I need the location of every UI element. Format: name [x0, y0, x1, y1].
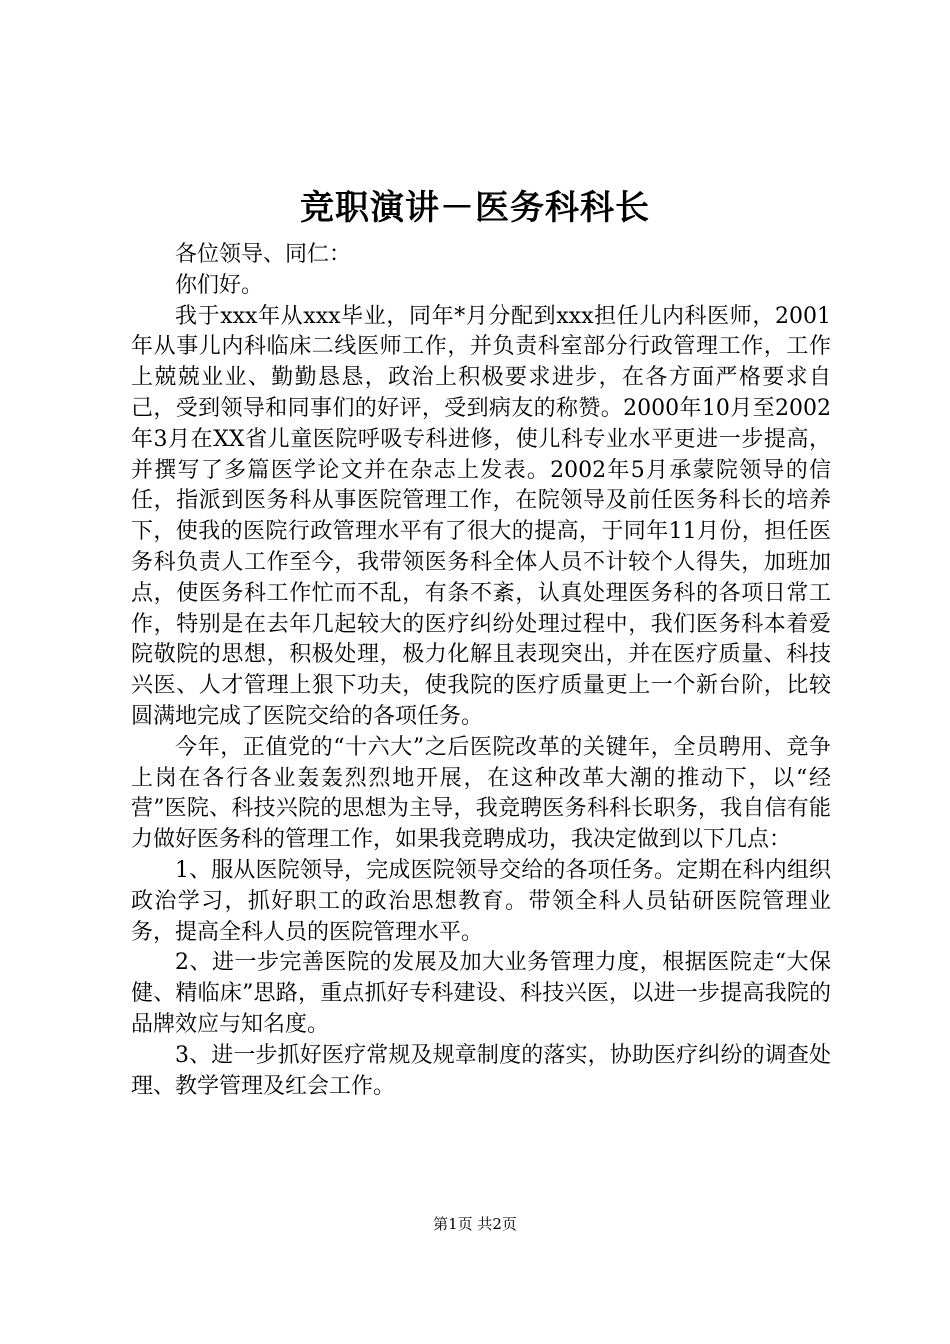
document-body	[131, 240, 831, 1102]
list-paragraph: 1、服从医院领导，完成医院领导交给的各项任务。定期在科内组织政治学习，抓好职工的政治思想教育。带领全科人员钻研医院管理业务，提高全科人员的医院管理水平。	[131, 857, 831, 945]
body-paragraph: 我于xxx年从xxx毕业，同年*月分配到xxx担任儿内科医师，2001年从事儿内科临床二线医师工作，并负责科室部分行政管理工作，工作上兢兢业业、勤勤恳恳，政治上积极要求进步，在各方面严格要求自己，受到领导和同事们的好评，受到病友的称赞。2000年10月至2002年3月在XX省儿童医院呼吸专科进修，使儿科专业水平更进一步提高，并撰写了多篇医学论文并在杂志上发表。2002年5月承蒙院领导的信任，指派到医务科从事医院管理工作，在院领导及前任医务科长的培养下，使我的医院行政管理水平有了很大的提高，于同年11月份，担任医务科负责人工作至今，我带领医务科全体人员不计较个人得失，加班加点，使医务科工作忙而不乱，有条不紊，认真处理医务科的各项日常工作，特别是在去年几起较大的医疗纠纷处理过程中，我们医务科本着爱院敬院的思想，积极处理，极力化解且表现突出，并在医疗质量、科技兴医、人才管理上狠下功夫，使我院的医疗质量更上一个新台阶，比较圆满地完成了医院交给的各项任务。	[131, 303, 831, 729]
page-footer: 第1页 共2页	[433, 1215, 517, 1233]
list-paragraph: 3、进一步抓好医疗常规及规章制度的落实，协助医疗纠纷的调查处理、教学管理及红会工作。	[131, 1042, 831, 1099]
list-paragraph: 2、进一步完善医院的发展及加大业务管理力度，根据医院走“大保健、精临床”思路，重点抓好专科建设、科技兴医，以进一步提高我院的品牌效应与知名度。	[131, 950, 831, 1037]
greeting-paragraph: 你们好。	[175, 272, 264, 298]
greeting-paragraph: 各位领导、同仁：	[175, 242, 352, 267]
page-title: 竞职演讲－医务科科长	[300, 188, 650, 228]
body-paragraph: 今年，正值党的“十六大”之后医院改革的关键年，全员聘用、竞争上岗在各行各业轰轰烈烈地开展，在这种改革大潮的推动下，以“经营”医院、科技兴院的思想为主导，我竞聘医务科科长职务，我自信有能力做好医务科的管理工作，如果我竞聘成功，我决定做到以下几点：	[131, 734, 831, 853]
